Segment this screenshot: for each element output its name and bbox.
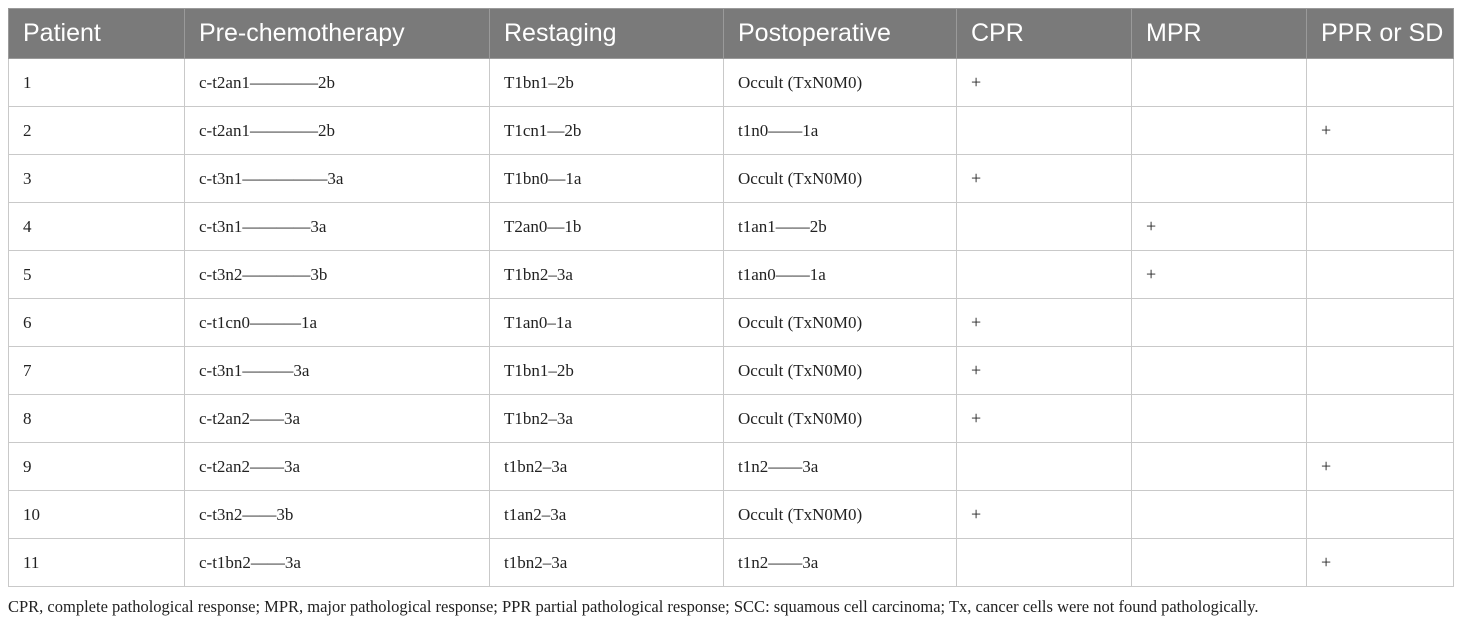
cell-postoperative: Occult (TxN0M0)	[724, 395, 957, 443]
cell-patient: 6	[9, 299, 185, 347]
cell-patient: 8	[9, 395, 185, 443]
cell-pre-chemotherapy: c-t1bn2——3a	[185, 539, 490, 587]
cell-pre-chemotherapy: c-t1cn0———1a	[185, 299, 490, 347]
cell-restaging: T2an0—1b	[490, 203, 724, 251]
cell-pre-chemotherapy: c-t2an2——3a	[185, 443, 490, 491]
cell-pre-chemotherapy: c-t3n2——3b	[185, 491, 490, 539]
cell-cpr	[957, 539, 1132, 587]
cell-pre-chemotherapy: c-t3n1————3a	[185, 203, 490, 251]
cell-patient: 11	[9, 539, 185, 587]
cell-mpr: +	[1132, 203, 1307, 251]
cell-postoperative: t1n2——3a	[724, 443, 957, 491]
header-restaging: Restaging	[490, 9, 724, 59]
header-row	[9, 9, 1454, 59]
cell-pre-chemotherapy: c-t2an1————2b	[185, 59, 490, 107]
cell-restaging: T1bn1–2b	[490, 347, 724, 395]
cell-cpr: +	[957, 155, 1132, 203]
cell-cpr	[957, 203, 1132, 251]
table-footnote: CPR, complete pathological response; MPR, major pathological response; PPR partial pathological response; SCC: squamous cell carcinoma; Tx, cancer cells were not found pathologically.	[8, 597, 1259, 616]
cell-ppr-or-sd	[1307, 491, 1454, 539]
cell-postoperative: Occult (TxN0M0)	[724, 155, 957, 203]
cell-restaging: T1bn2–3a	[490, 395, 724, 443]
table-body	[9, 59, 1454, 587]
cell-restaging: t1bn2–3a	[490, 443, 724, 491]
cell-ppr-or-sd	[1307, 59, 1454, 107]
cell-patient: 3	[9, 155, 185, 203]
cell-mpr	[1132, 347, 1307, 395]
cell-mpr	[1132, 539, 1307, 587]
table-row	[9, 443, 1454, 491]
cell-cpr: +	[957, 347, 1132, 395]
cell-postoperative: Occult (TxN0M0)	[724, 59, 957, 107]
table-row	[9, 251, 1454, 299]
cell-restaging: T1an0–1a	[490, 299, 724, 347]
table-row	[9, 203, 1454, 251]
cell-restaging: T1bn1–2b	[490, 59, 724, 107]
cell-mpr	[1132, 107, 1307, 155]
cell-patient: 10	[9, 491, 185, 539]
header-cpr: CPR	[957, 9, 1132, 59]
table-row	[9, 347, 1454, 395]
cell-cpr	[957, 107, 1132, 155]
table-row	[9, 539, 1454, 587]
table-row	[9, 107, 1454, 155]
table-row	[9, 395, 1454, 443]
cell-pre-chemotherapy: c-t3n2————3b	[185, 251, 490, 299]
cell-postoperative: t1n2——3a	[724, 539, 957, 587]
cell-postoperative: Occult (TxN0M0)	[724, 299, 957, 347]
cell-cpr: +	[957, 59, 1132, 107]
results-table-container	[8, 8, 1453, 587]
cell-cpr	[957, 251, 1132, 299]
header-mpr: MPR	[1132, 9, 1307, 59]
cell-postoperative: Occult (TxN0M0)	[724, 491, 957, 539]
cell-postoperative: t1an1——2b	[724, 203, 957, 251]
cell-ppr-or-sd	[1307, 251, 1454, 299]
cell-mpr	[1132, 443, 1307, 491]
cell-patient: 4	[9, 203, 185, 251]
cell-mpr	[1132, 299, 1307, 347]
header-postoperative: Postoperative	[724, 9, 957, 59]
cell-restaging: t1bn2–3a	[490, 539, 724, 587]
cell-mpr	[1132, 491, 1307, 539]
cell-pre-chemotherapy: c-t2an1————2b	[185, 107, 490, 155]
cell-postoperative: t1an0——1a	[724, 251, 957, 299]
cell-pre-chemotherapy: c-t3n1———3a	[185, 347, 490, 395]
table-header	[9, 9, 1454, 59]
cell-ppr-or-sd: +	[1307, 539, 1454, 587]
cell-restaging: T1bn0—1a	[490, 155, 724, 203]
cell-restaging: t1an2–3a	[490, 491, 724, 539]
cell-postoperative: t1n0——1a	[724, 107, 957, 155]
cell-restaging: T1cn1—2b	[490, 107, 724, 155]
table-row	[9, 59, 1454, 107]
cell-cpr: +	[957, 395, 1132, 443]
cell-ppr-or-sd: +	[1307, 107, 1454, 155]
cell-mpr: +	[1132, 251, 1307, 299]
cell-cpr: +	[957, 491, 1132, 539]
cell-patient: 1	[9, 59, 185, 107]
cell-patient: 2	[9, 107, 185, 155]
table-row	[9, 491, 1454, 539]
header-ppr-or-sd: PPR or SD	[1307, 9, 1454, 59]
cell-mpr	[1132, 59, 1307, 107]
header-patient: Patient	[9, 9, 185, 59]
cell-patient: 9	[9, 443, 185, 491]
cell-ppr-or-sd	[1307, 203, 1454, 251]
cell-restaging: T1bn2–3a	[490, 251, 724, 299]
cell-ppr-or-sd: +	[1307, 443, 1454, 491]
cell-patient: 7	[9, 347, 185, 395]
table-row	[9, 299, 1454, 347]
cell-mpr	[1132, 155, 1307, 203]
results-table	[8, 8, 1454, 587]
cell-postoperative: Occult (TxN0M0)	[724, 347, 957, 395]
header-pre-chemotherapy: Pre-chemotherapy	[185, 9, 490, 59]
cell-cpr: +	[957, 299, 1132, 347]
cell-cpr	[957, 443, 1132, 491]
cell-ppr-or-sd	[1307, 395, 1454, 443]
cell-ppr-or-sd	[1307, 347, 1454, 395]
cell-pre-chemotherapy: c-t2an2——3a	[185, 395, 490, 443]
cell-mpr	[1132, 395, 1307, 443]
cell-patient: 5	[9, 251, 185, 299]
cell-ppr-or-sd	[1307, 155, 1454, 203]
cell-ppr-or-sd	[1307, 299, 1454, 347]
cell-pre-chemotherapy: c-t3n1—————3a	[185, 155, 490, 203]
table-row	[9, 155, 1454, 203]
